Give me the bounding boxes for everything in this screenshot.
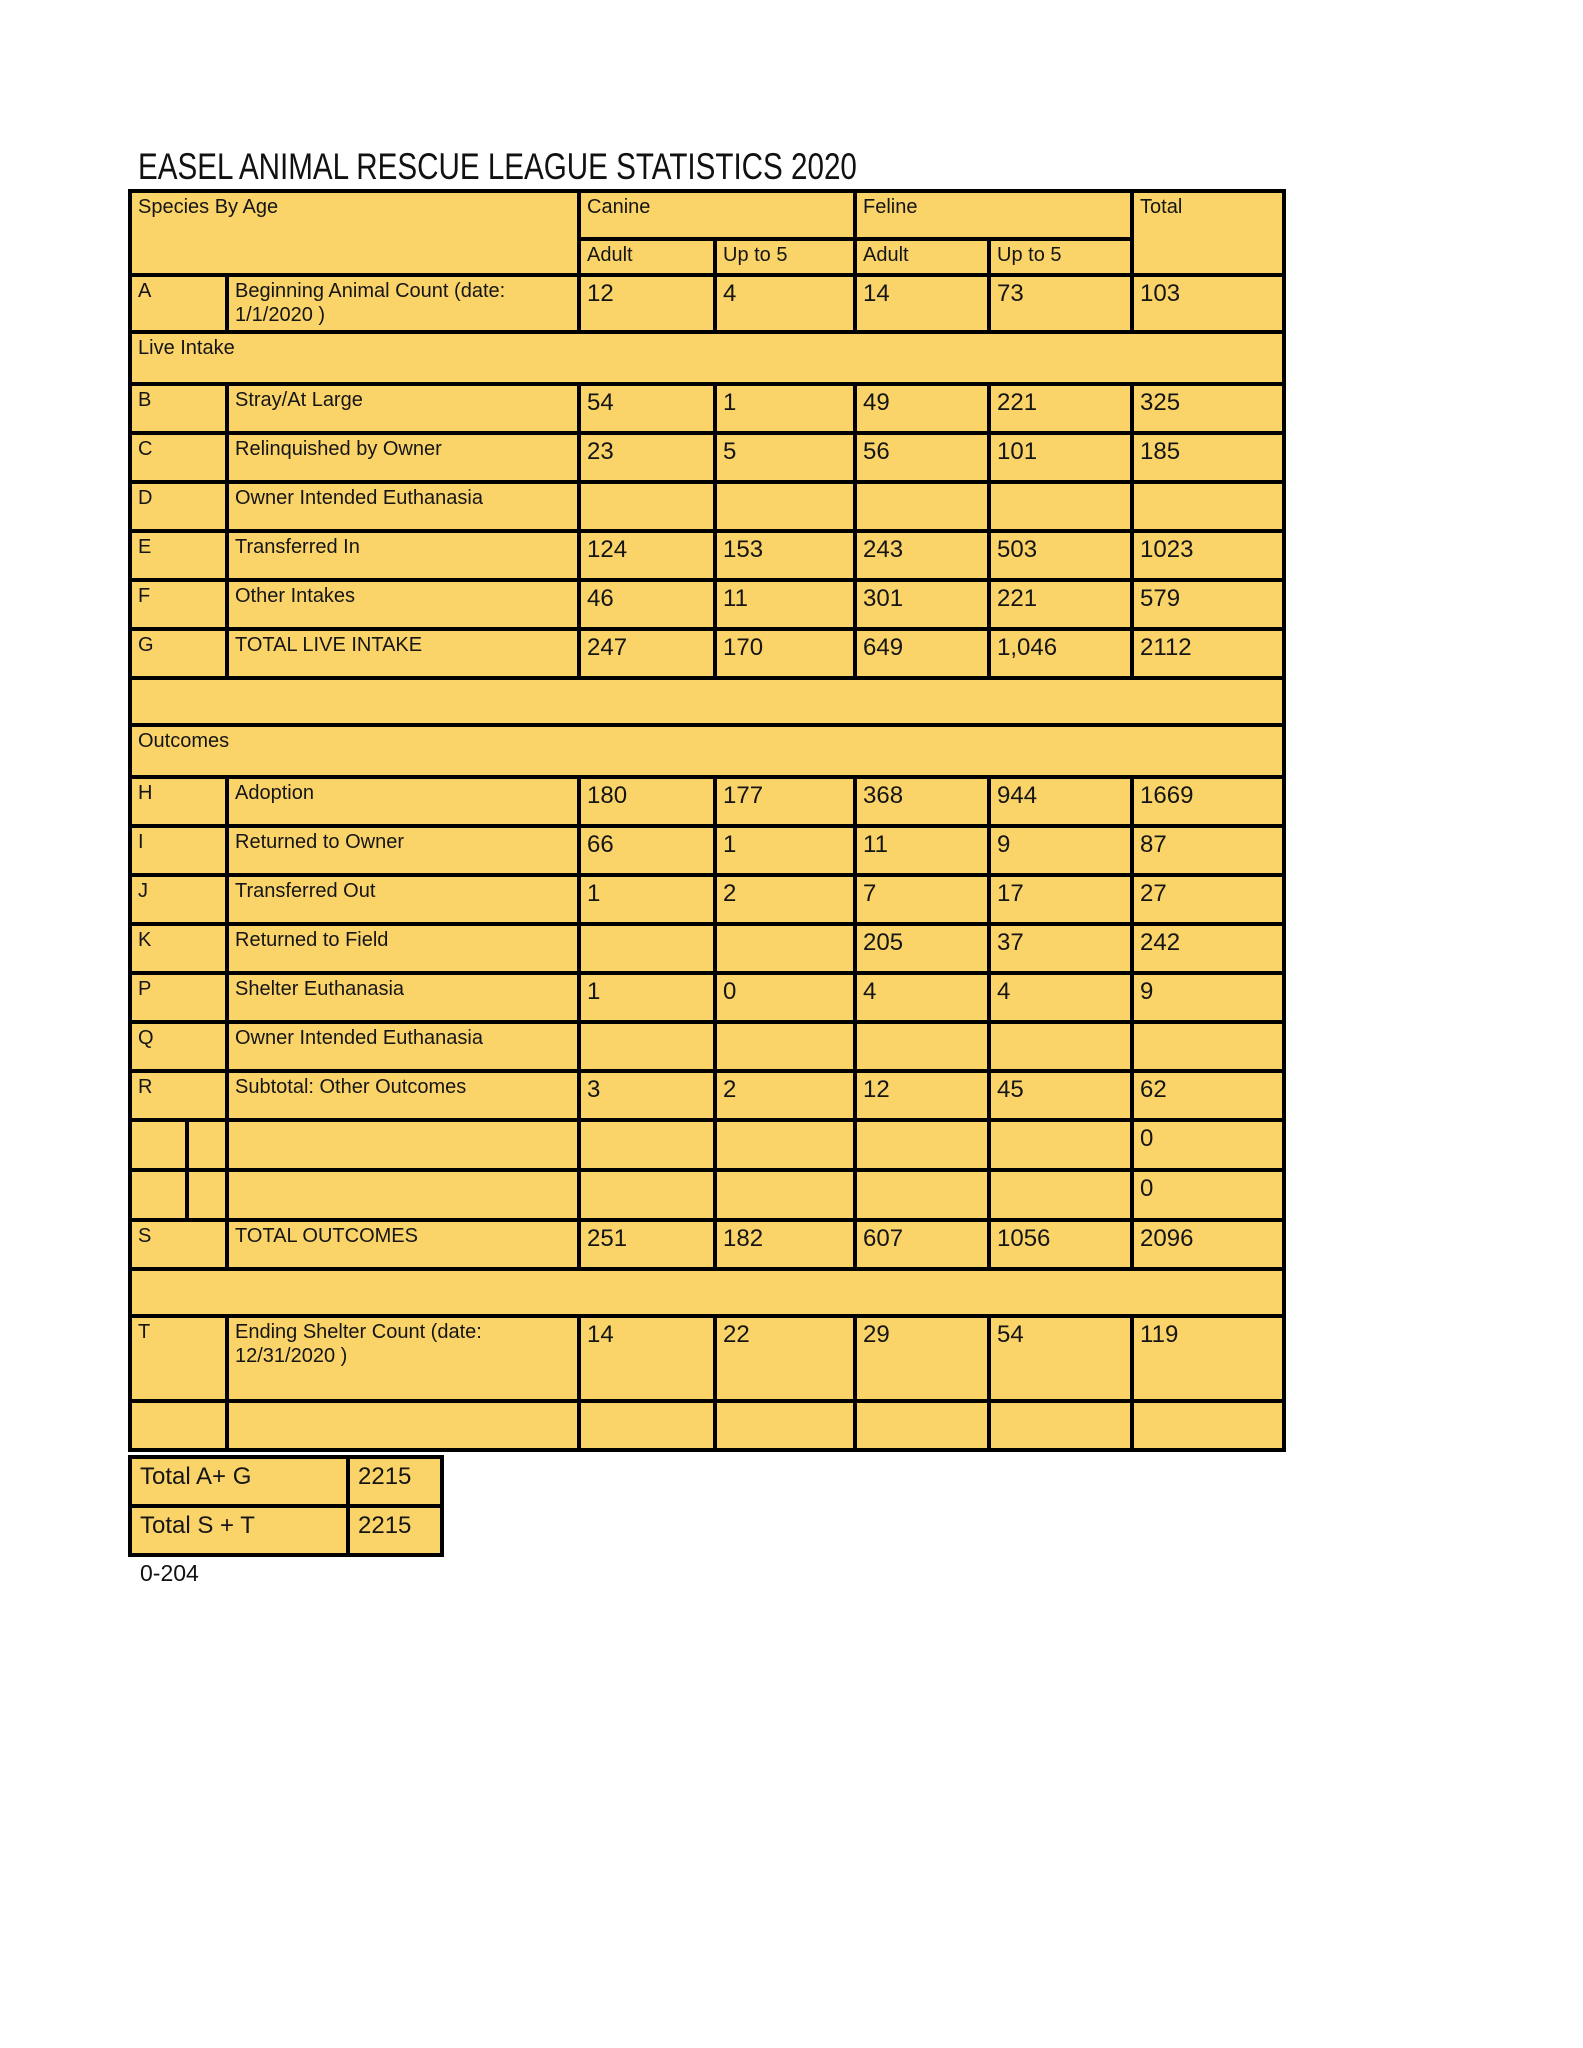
footnote: 0-204 [140,1560,199,1586]
value-cell-canine-up-to-5: 2 [715,1071,855,1120]
value-cell-feline-up-to-5 [989,1170,1132,1220]
row-label-cell: Transferred In [227,531,579,580]
value-cell-canine-adult: 1 [579,973,715,1022]
value-cell-canine-up-to-5: 177 [715,777,855,826]
table-row-A [130,275,1284,332]
value-cell-feline-adult: 49 [855,384,989,433]
value-cell-canine-adult: 23 [579,433,715,482]
value-cell-feline-adult [855,1022,989,1071]
value-cell-total [1132,1401,1284,1450]
value-cell-canine-up-to-5: 1 [715,826,855,875]
value-cell-total [1132,1022,1284,1071]
value-cell-total: 1669 [1132,777,1284,826]
table-row-H [130,777,1284,826]
table-row-E [130,531,1284,580]
value-cell-feline-up-to-5: 503 [989,531,1132,580]
value-cell-feline-adult: 368 [855,777,989,826]
table-row-blank [130,1170,1284,1220]
value-cell-canine-adult: 180 [579,777,715,826]
row-letter-cell: K [130,924,227,973]
value-cell-canine-up-to-5 [715,1401,855,1450]
table-row-F [130,580,1284,629]
spacer-cell [130,1269,1284,1316]
value-cell-canine-up-to-5: 170 [715,629,855,678]
summary-label-s-t: Total S + T [130,1506,348,1555]
row-label-cell: Other Intakes [227,580,579,629]
table-row-I [130,826,1284,875]
value-cell-canine-adult [579,1022,715,1071]
row-letter-cell: S [130,1220,227,1269]
row-label-cell [227,1401,579,1450]
value-cell-total: 0 [1132,1170,1284,1220]
value-cell-canine-up-to-5: 0 [715,973,855,1022]
value-cell-canine-up-to-5: 1 [715,384,855,433]
row-letter-cell: R [130,1071,227,1120]
value-cell-canine-up-to-5: 4 [715,275,855,332]
value-cell-total: 579 [1132,580,1284,629]
row-letter-cell: C [130,433,227,482]
statistics-table [128,189,1286,1452]
value-cell-total: 103 [1132,275,1284,332]
value-cell-feline-adult: 56 [855,433,989,482]
table-row-B [130,384,1284,433]
value-cell-feline-adult: 205 [855,924,989,973]
value-cell-total: 0 [1132,1120,1284,1170]
value-cell-canine-adult: 66 [579,826,715,875]
value-cell-feline-up-to-5: 101 [989,433,1132,482]
value-cell-canine-up-to-5 [715,1170,855,1220]
header-feline-up-to-5: Up to 5 [989,239,1132,275]
value-cell-total: 62 [1132,1071,1284,1120]
summary-label-a-g: Total A+ G [130,1457,348,1506]
value-cell-feline-up-to-5: 17 [989,875,1132,924]
value-cell-canine-up-to-5: 5 [715,433,855,482]
value-cell-feline-adult: 7 [855,875,989,924]
row-letter-cell: Q [130,1022,227,1071]
row-label-cell [227,1170,579,1220]
value-cell-canine-adult: 12 [579,275,715,332]
value-cell-canine-adult [579,924,715,973]
section-label: Outcomes [130,725,1284,777]
section-label: Live Intake [130,332,1284,384]
value-cell-feline-up-to-5: 1,046 [989,629,1132,678]
spacer-cell [130,678,1284,725]
spacer-row [130,678,1284,725]
row-letter-cell: A [130,275,227,332]
value-cell-total: 2096 [1132,1220,1284,1269]
row-label-cell: TOTAL LIVE INTAKE [227,629,579,678]
spacer-row [130,1269,1284,1316]
value-cell-feline-up-to-5: 944 [989,777,1132,826]
row-letter-cell [130,1401,227,1450]
table-row-G [130,629,1284,678]
table-row-R [130,1071,1284,1120]
header-canine-adult: Adult [579,239,715,275]
row-label-cell: Returned to Field [227,924,579,973]
value-cell-canine-up-to-5: 11 [715,580,855,629]
value-cell-total: 185 [1132,433,1284,482]
value-cell-total: 9 [1132,973,1284,1022]
letter-subcell-left [130,1170,187,1220]
value-cell-total: 2112 [1132,629,1284,678]
value-cell-feline-up-to-5: 73 [989,275,1132,332]
header-row-1 [130,191,1284,239]
header-canine: Canine [579,191,855,239]
value-cell-feline-up-to-5: 9 [989,826,1132,875]
value-cell-feline-up-to-5: 4 [989,973,1132,1022]
value-cell-canine-up-to-5: 22 [715,1316,855,1401]
row-label-cell: Owner Intended Euthanasia [227,482,579,531]
summary-value-s-t: 2215 [348,1506,442,1555]
value-cell-feline-up-to-5: 221 [989,384,1132,433]
table-row-K [130,924,1284,973]
summary-row-s-t [130,1506,442,1555]
letter-subcell-right [187,1170,227,1220]
value-cell-feline-up-to-5: 1056 [989,1220,1132,1269]
section-row-outcomes [130,725,1284,777]
value-cell-feline-adult: 14 [855,275,989,332]
table-row-D [130,482,1284,531]
value-cell-canine-adult: 251 [579,1220,715,1269]
value-cell-total: 242 [1132,924,1284,973]
summary-row-a-g [130,1457,442,1506]
row-label-cell: TOTAL OUTCOMES [227,1220,579,1269]
page-title: EASEL ANIMAL RESCUE LEAGUE STATISTICS 2020 [138,146,857,187]
row-label-cell: Subtotal: Other Outcomes [227,1071,579,1120]
header-total: Total [1132,191,1284,275]
value-cell-feline-adult: 649 [855,629,989,678]
value-cell-total: 1023 [1132,531,1284,580]
header-feline: Feline [855,191,1132,239]
value-cell-canine-adult [579,1170,715,1220]
value-cell-canine-adult: 46 [579,580,715,629]
table-row-J [130,875,1284,924]
row-label-cell: Owner Intended Euthanasia [227,1022,579,1071]
value-cell-total: 119 [1132,1316,1284,1401]
value-cell-feline-adult [855,482,989,531]
value-cell-feline-adult: 607 [855,1220,989,1269]
value-cell-feline-adult: 29 [855,1316,989,1401]
value-cell-canine-adult: 1 [579,875,715,924]
value-cell-feline-adult: 12 [855,1071,989,1120]
table-row-Q [130,1022,1284,1071]
table-row-blank [130,1120,1284,1170]
value-cell-feline-up-to-5: 54 [989,1316,1132,1401]
value-cell-canine-adult [579,1120,715,1170]
row-letter-cell: J [130,875,227,924]
value-cell-canine-up-to-5: 182 [715,1220,855,1269]
row-label-cell: Shelter Euthanasia [227,973,579,1022]
value-cell-feline-adult: 4 [855,973,989,1022]
value-cell-feline-adult [855,1120,989,1170]
value-cell-canine-up-to-5 [715,1022,855,1071]
value-cell-feline-up-to-5: 45 [989,1071,1132,1120]
row-label-cell: Relinquished by Owner [227,433,579,482]
value-cell-canine-up-to-5 [715,482,855,531]
value-cell-canine-adult: 54 [579,384,715,433]
row-label-cell: Stray/At Large [227,384,579,433]
section-row-live-intake [130,332,1284,384]
value-cell-canine-adult: 124 [579,531,715,580]
header-species-by-age: Species By Age [130,191,579,275]
value-cell-canine-adult: 247 [579,629,715,678]
row-label-cell [227,1120,579,1170]
value-cell-canine-adult [579,482,715,531]
row-label-cell: Beginning Animal Count (date: 1/1/2020 ) [227,275,579,332]
value-cell-canine-up-to-5: 2 [715,875,855,924]
row-label-cell: Adoption [227,777,579,826]
value-cell-feline-adult: 243 [855,531,989,580]
value-cell-canine-up-to-5: 153 [715,531,855,580]
value-cell-canine-up-to-5 [715,1120,855,1170]
statistics-table-body [130,275,1284,1450]
value-cell-feline-up-to-5 [989,1401,1132,1450]
row-letter-cell: I [130,826,227,875]
value-cell-feline-adult [855,1170,989,1220]
row-label-cell: Returned to Owner [227,826,579,875]
value-cell-feline-adult: 11 [855,826,989,875]
table-row-S [130,1220,1284,1269]
row-letter-cell: T [130,1316,227,1401]
row-letter-cell: P [130,973,227,1022]
value-cell-canine-adult: 3 [579,1071,715,1120]
header-feline-adult: Adult [855,239,989,275]
letter-subcell-left [130,1120,187,1170]
table-row-P [130,973,1284,1022]
value-cell-feline-up-to-5 [989,1022,1132,1071]
value-cell-feline-up-to-5: 221 [989,580,1132,629]
summary-table [128,1455,444,1557]
value-cell-total [1132,482,1284,531]
value-cell-total: 325 [1132,384,1284,433]
table-row-C [130,433,1284,482]
value-cell-feline-adult: 301 [855,580,989,629]
value-cell-feline-up-to-5 [989,1120,1132,1170]
table-row-T [130,1316,1284,1401]
row-label-cell: Ending Shelter Count (date: 12/31/2020 ) [227,1316,579,1401]
table-row-blank [130,1401,1284,1450]
value-cell-canine-up-to-5 [715,924,855,973]
row-letter-cell: F [130,580,227,629]
row-letter-cell: E [130,531,227,580]
row-letter-cell: B [130,384,227,433]
letter-subcell-right [187,1120,227,1170]
row-label-cell: Transferred Out [227,875,579,924]
row-letter-cell: D [130,482,227,531]
value-cell-total: 87 [1132,826,1284,875]
value-cell-canine-adult [579,1401,715,1450]
row-letter-cell: H [130,777,227,826]
value-cell-feline-adult [855,1401,989,1450]
row-letter-cell: G [130,629,227,678]
summary-value-a-g: 2215 [348,1457,442,1506]
header-canine-up-to-5: Up to 5 [715,239,855,275]
value-cell-total: 27 [1132,875,1284,924]
value-cell-feline-up-to-5: 37 [989,924,1132,973]
value-cell-feline-up-to-5 [989,482,1132,531]
value-cell-canine-adult: 14 [579,1316,715,1401]
